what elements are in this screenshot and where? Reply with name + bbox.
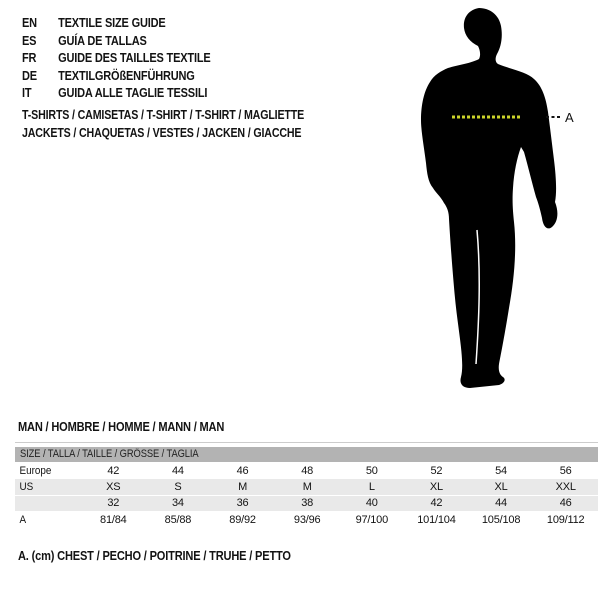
size-cell: 105/108 bbox=[481, 513, 521, 526]
size-cell: 46 bbox=[236, 464, 249, 477]
size-cell: 109/112 bbox=[546, 513, 585, 526]
size-cell: 50 bbox=[365, 464, 378, 477]
row-label: US bbox=[19, 480, 34, 493]
language-label: GUIDA ALLE TAGLIE TESSILI bbox=[58, 86, 208, 100]
language-code: ES bbox=[22, 33, 37, 48]
size-cell: XS bbox=[106, 480, 121, 493]
product-types-line-tshirts: T-SHIRTS / CAMISETAS / T-SHIRT / T-SHIRT / MAGLIETTE bbox=[22, 107, 305, 122]
size-cell: 46 bbox=[559, 497, 572, 509]
language-code: FR bbox=[22, 51, 37, 65]
size-cell: M bbox=[238, 480, 248, 493]
language-row-en bbox=[22, 15, 211, 33]
section-title-man: MAN / HOMBRE / HOMME / MANN / MAN bbox=[18, 419, 225, 434]
size-table bbox=[15, 442, 598, 529]
table-row-europe bbox=[15, 462, 598, 479]
size-cell: XXL bbox=[555, 480, 576, 493]
size-table-header-label: SIZE / TALLA / TAILLE / GRÖSSE / TAGLIA bbox=[20, 448, 199, 460]
size-cell: L bbox=[368, 480, 375, 493]
language-code: DE bbox=[22, 68, 37, 83]
size-cell: 34 bbox=[172, 497, 184, 509]
size-cell: S bbox=[174, 480, 182, 493]
row-label: A bbox=[19, 513, 27, 526]
language-label: TEXTILE SIZE GUIDE bbox=[58, 16, 166, 30]
language-label: TEXTILGRÖßENFÜHRUNG bbox=[58, 68, 195, 83]
man-silhouette bbox=[421, 8, 557, 388]
product-types-line-jackets: JACKETS / CHAQUETAS / VESTES / JACKEN / GIACCHE bbox=[22, 125, 302, 140]
measurement-footnote: A. (cm) CHEST / PECHO / POITRINE / TRUHE / PETTO bbox=[18, 548, 291, 563]
row-label: Europe bbox=[19, 464, 52, 477]
man-silhouette-figure bbox=[400, 0, 600, 400]
table-top-rule bbox=[15, 442, 598, 443]
language-label: GUIDE DES TAILLES TEXTILE bbox=[58, 51, 211, 65]
table-row-us-numeric bbox=[15, 496, 598, 511]
size-cell: 89/92 bbox=[229, 513, 256, 526]
language-row-it bbox=[22, 85, 211, 103]
size-cell: 81/84 bbox=[100, 513, 127, 526]
size-cell: 52 bbox=[430, 464, 443, 477]
language-code: EN bbox=[22, 16, 37, 30]
size-cell: 48 bbox=[301, 464, 314, 477]
size-cell: 54 bbox=[495, 464, 507, 477]
language-label: GUÍA DE TALLAS bbox=[58, 33, 147, 48]
size-cell: 97/100 bbox=[355, 513, 389, 526]
size-cell: 40 bbox=[365, 497, 378, 509]
size-cell: 101/104 bbox=[417, 513, 456, 526]
size-cell: 85/88 bbox=[164, 513, 192, 526]
measure-label-a: A bbox=[565, 110, 574, 125]
language-list bbox=[22, 15, 236, 103]
size-cell: XL bbox=[494, 480, 508, 493]
size-cell: 93/96 bbox=[293, 513, 321, 526]
language-code: IT bbox=[22, 86, 32, 100]
language-row-es bbox=[22, 33, 211, 51]
table-row-us bbox=[15, 479, 598, 496]
language-row-fr bbox=[22, 50, 211, 68]
size-cell: 44 bbox=[172, 464, 184, 477]
size-cell: XL bbox=[429, 480, 443, 493]
size-cell: 36 bbox=[236, 497, 249, 509]
size-cell: 42 bbox=[107, 464, 120, 477]
table-row-chest-a bbox=[15, 511, 598, 529]
size-cell: M bbox=[302, 480, 312, 493]
size-table-header bbox=[15, 447, 598, 462]
size-cell: 44 bbox=[495, 497, 507, 509]
product-types-heading bbox=[22, 106, 304, 142]
size-cell: 38 bbox=[301, 497, 314, 509]
size-cell: 42 bbox=[430, 497, 443, 509]
size-cell: 56 bbox=[559, 464, 572, 477]
language-row-de bbox=[22, 68, 211, 86]
size-cell: 32 bbox=[107, 497, 120, 509]
